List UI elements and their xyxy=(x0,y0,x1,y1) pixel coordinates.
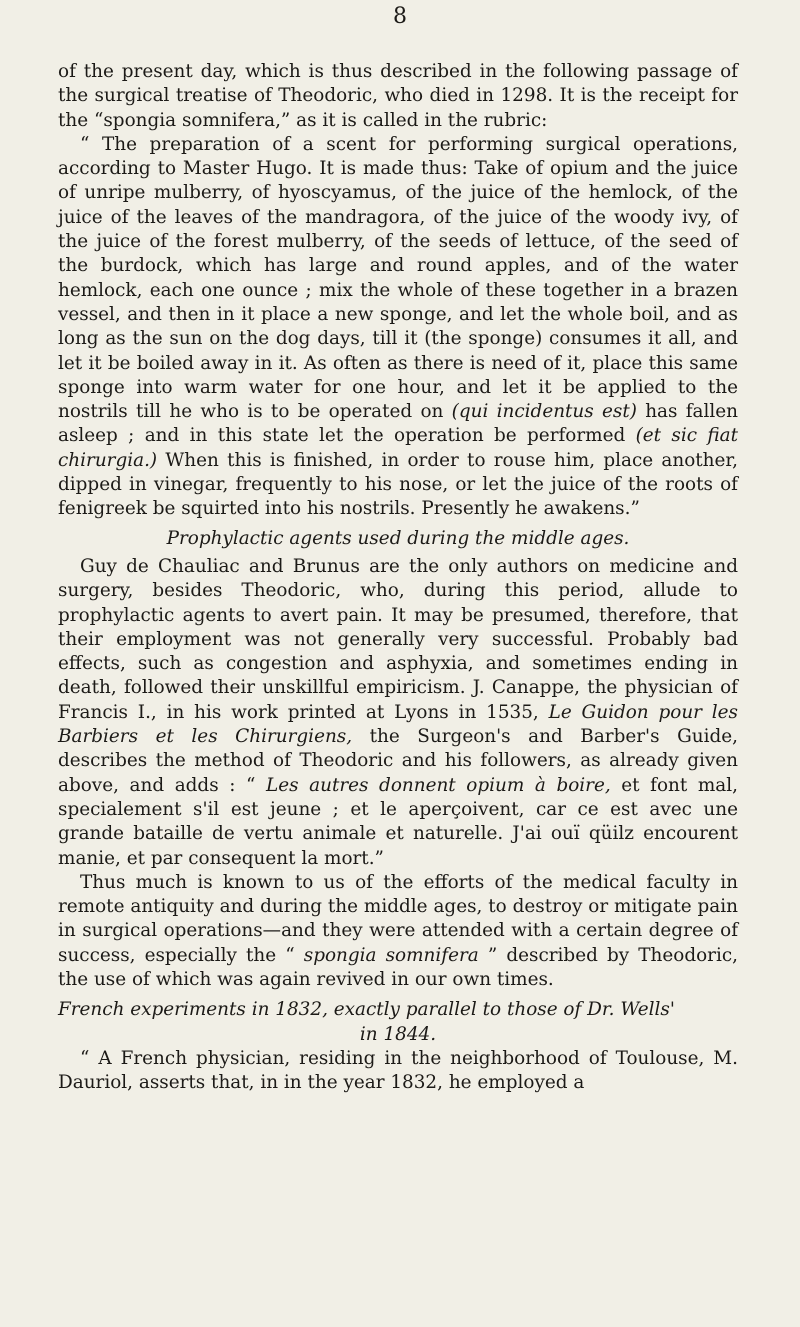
summary-text-start: Thus much is known to us of the efforts of the medical faculty in remote antiquity and during the middle ages, to destroy or mitigate pain in surgical operations—and they were attended with a certain degree of success, especially the “ xyxy=(58,871,738,966)
summary-text-end: ” described by Theodoric, the use of which was again revived in our own times. xyxy=(58,944,738,990)
chauliac-text-middle: the Surgeon's and Barber's Guide, describes the method of Theodoric and his followers, as already given above, and adds : “ xyxy=(58,726,738,796)
french-phrase: Les autres donnent opium à boire, xyxy=(266,774,611,796)
section-heading-prophylactic: Prophylactic agents used during the middle ages. xyxy=(166,527,630,549)
paragraph-intro: of the present day, which is thus described in the following passage of the surgical treatise of Theodoric, who died in 1298. It is the receipt for the “spongia somnifera,” as it is called in the rubric: xyxy=(58,61,738,131)
quote-text-end: When this is finished, in order to rouse him, place another, dipped in vinegar, frequently to his nose, or let the juice of the roots of fenigreek be squirted into his nostrils. Presently he awakens.” xyxy=(58,449,738,520)
paragraph-quote-theodoric xyxy=(58,133,738,522)
latin-phrase-1: (qui incidentus est) xyxy=(451,401,637,423)
book-title-guidon: Le Guidon pour les Barbiers et les Chirurgiens, xyxy=(58,701,738,748)
page-number: 8 xyxy=(393,4,407,29)
body-text xyxy=(58,60,738,1095)
chauliac-text-end: et font mal, specialement s'il est jeune ; et le aperçoivent, car ce est avec une grande bataille de vertu animale et naturelle. J'ai ouï qüilz encourent manie, et par consequent la mort.” xyxy=(58,774,738,869)
spongia-phrase: spongia somnifera xyxy=(303,944,479,966)
latin-phrase-2: (et sic fiat chirurgia.) xyxy=(58,425,738,471)
paragraph-summary xyxy=(58,871,738,992)
section-heading-french-line2: in 1844. xyxy=(359,1023,437,1045)
quote-text-middle: has fallen asleep ; and in this state let the operation be performed xyxy=(58,401,738,447)
paragraph-chauliac xyxy=(58,555,738,871)
paragraph-dauriol: “ A French physician, residing in the neighborhood of Toulouse, M. Dauriol, asserts that, in in the year 1832, he employed a xyxy=(58,1047,738,1094)
chauliac-text-start: Guy de Chauliac and Brunus are the only authors on medicine and surgery, besides Theodoric, who, during this period, allude to prophylactic agents to avert pain. It may be presumed, therefore, that their employment was not generally very successful. Probably bad effects, such as congestion and asphyxia, and sometimes ending in death, followed their unskillful empiricism. J. Canappe, the physician of Francis I., in his work printed at Lyons in 1535, xyxy=(58,555,738,723)
section-heading-french-line1: French experiments in 1832, exactly parallel to those of Dr. Wells' xyxy=(58,999,675,1021)
quote-text-start: “ The preparation of a scent for performing surgical operations, according to Master Hugo. It is made thus: Take of opium and the juice of unripe mulberry, of hyoscyamus, of the juice of the hemlock, of the juice of the leaves of the mandragora, of the juice of the woody ivy, of the juice of the forest mulberry, of the seeds of lettuce, of the seed of the burdock, which has large and round apples, and of the water hemlock, each one ounce ; mix the whole of these together in a brazen vessel, and then in it place a new sponge, and let the whole boil, and as long as the sun on the dog days, till it (the sponge) consumes it all, and let it be boiled away in it. As often as there is need of it, place this same sponge into warm water for one hour, and let it be applied to the nostrils till he who is to be operated on xyxy=(58,133,738,423)
